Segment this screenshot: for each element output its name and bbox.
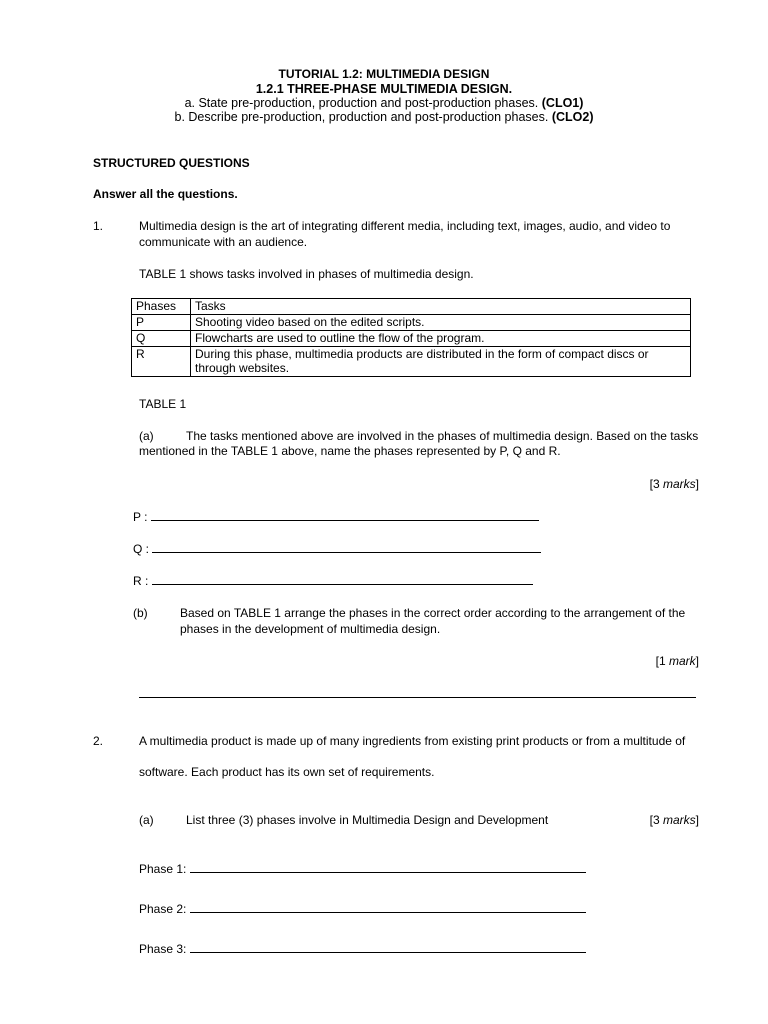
tutorial-title: TUTORIAL 1.2: MULTIMEDIA DESIGN [278,67,490,81]
table-row [132,331,691,347]
q1a-marks-suffix: ] [695,477,699,491]
section-instruction: Answer all the questions. [93,187,238,201]
q1-number: 1. [93,219,104,233]
q2a-marks-suffix: ] [695,813,699,827]
objective-b-text: b. Describe pre-production, production and post-production phases. [174,110,549,124]
table-cell-phase: R [132,347,191,377]
q1b-line1: Based on TABLE 1 arrange the phases in the correct order according to the arrangement of the [180,606,686,620]
table-cell-task: Flowcharts are used to outline the flow of the program. [191,331,691,347]
q1-intro-line2: communicate with an audience. [139,234,308,249]
q1a-label: (a) [139,429,154,443]
q1b-marks-word: mark [668,654,696,668]
q1a-line2: mentioned in the TABLE 1 above, name the phases represented by P, Q and R. [139,444,561,458]
answer-q [133,541,541,557]
objective-b [0,110,768,125]
answer-q-line[interactable] [152,541,541,553]
q1a-marks-prefix: [3 [649,477,663,491]
answer-p-label: P : [133,510,148,524]
answer-p-line[interactable] [151,509,539,521]
table-header-phases: Phases [132,299,191,315]
answer-phase-1-label: Phase 1: [139,862,187,876]
table-header-tasks: Tasks [191,299,691,315]
q1-intro [139,219,670,250]
table-cell-task: Shooting video based on the edited scripts. [191,315,691,331]
table-cell-phase: P [132,315,191,331]
q2-line2: software. Each product has its own set of requirements. [139,765,435,779]
answer-r [133,573,533,589]
tutorial-subtitle: 1.2.1 THREE-PHASE MULTIMEDIA DESIGN. [255,82,513,96]
answer-q-label: Q : [133,542,150,556]
table-cell-task: During this phase, multimedia products are distributed in the form of compact discs or through websites. [191,347,691,377]
answer-r-line[interactable] [152,573,533,585]
q2-number: 2. [93,734,104,748]
q2-line1: A multimedia product is made up of many ingredients from existing print products or from a multitude of [139,734,686,748]
objective-a-clo: (CLO1) [541,96,584,110]
section-heading: STRUCTURED QUESTIONS [93,156,250,170]
q1-table-intro: TABLE 1 shows tasks involved in phases of multimedia design. [139,267,474,281]
q1b-marks-suffix: ] [695,654,699,668]
q1b-label: (b) [133,606,148,620]
q1b-marks-prefix: [1 [655,654,669,668]
q2a-text: List three (3) phases involve in Multimedia Design and Development [186,813,549,827]
answer-phase-1-line[interactable] [190,861,586,873]
table-1 [131,298,691,377]
answer-phase-2 [139,901,586,917]
table-cell-phase: Q [132,331,191,347]
answer-phase-1 [139,861,586,877]
objective-a [0,96,768,111]
answer-phase-2-line[interactable] [190,901,586,913]
answer-phase-2-label: Phase 2: [139,902,187,916]
table-row [132,315,691,331]
answer-phase-3-label: Phase 3: [139,942,187,956]
q1b-line2: phases in the development of multimedia design. [180,621,441,636]
objective-b-clo: (CLO2) [551,110,594,124]
q1a-line1: The tasks mentioned above are involved in the phases of multimedia design. Based on the tasks [186,429,699,443]
answer-phase-3-line[interactable] [190,941,586,953]
q1a-marks [650,477,699,491]
table-row [132,347,691,377]
q2a-marks [650,813,699,827]
q1b-text [180,606,685,637]
table-header-row [132,299,691,315]
q2a-label: (a) [139,813,154,827]
objective-a-text: a. State pre-production, production and post-production phases. [184,96,539,110]
q1b-answer-line[interactable] [139,697,696,698]
table-caption: TABLE 1 [139,397,187,411]
q2a-marks-word: marks [662,813,696,827]
q1b-marks [656,654,699,668]
answer-phase-3 [139,941,586,957]
answer-p [133,509,539,525]
q1a-marks-word: marks [662,477,696,491]
q1-intro-line1: Multimedia design is the art of integrating different media, including text, images, audio, and video to [139,219,671,233]
q2a-marks-prefix: [3 [649,813,663,827]
answer-r-label: R : [133,574,149,588]
